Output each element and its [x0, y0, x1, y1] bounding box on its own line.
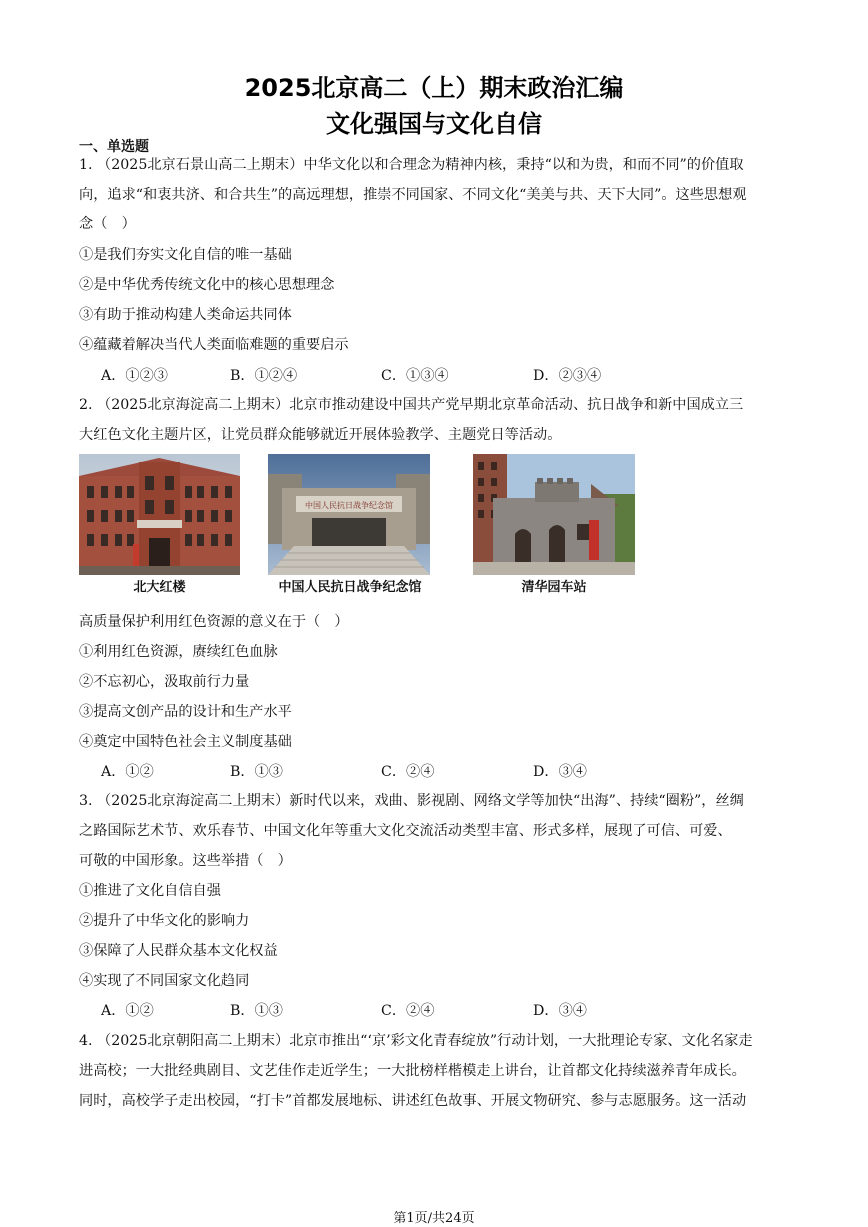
- q3-statement-1: ①推进了文化自信自强: [79, 883, 221, 899]
- section-heading: 一、单选题: [79, 139, 149, 155]
- q1-option-b[interactable]: B．①②④: [230, 368, 298, 384]
- caption-station: 清华园车站: [521, 580, 587, 595]
- q1-option-a[interactable]: A．①②③: [101, 368, 168, 384]
- q2-statement-4: ④奠定中国特色社会主义制度基础: [79, 734, 292, 750]
- q4-stem-line-3: 同时，高校学子走出校园，“打卡”首都发展地标、讲述红色故事、开展文物研究、参与志愿服务。这一活动: [79, 1093, 747, 1109]
- q4-stem-line-2: 进高校；一大批经典剧目、文艺佳作走近学生；一大批榜样楷模走上讲台，让首都文化持续滋养青年成长。: [79, 1063, 746, 1079]
- q1-statement-2: ②是中华优秀传统文化中的核心思想理念: [79, 277, 335, 293]
- q2-statement-1: ①利用红色资源，赓续红色血脉: [79, 644, 278, 660]
- page-footer: 第1页/共24页: [393, 1211, 475, 1226]
- q2-option-b[interactable]: B．①③: [230, 764, 283, 780]
- caption-memorial-hall: 中国人民抗日战争纪念馆: [278, 580, 422, 595]
- q1-statement-3: ③有助于推动构建人类命运共同体: [79, 307, 292, 323]
- photo-station: [473, 454, 635, 575]
- q3-option-c[interactable]: C．②④: [381, 1003, 435, 1019]
- q1-stem-line-3: 念（ ）: [79, 216, 136, 232]
- q1-stem-line-1: 1. （2025北京石景山高二上期末）中华文化以和合理念为精神内核，秉持“以和为贵，和而不同”的价值取: [79, 157, 744, 173]
- q3-statement-4: ④实现了不同国家文化趋同: [79, 973, 250, 989]
- q3-stem-line-1: 3. （2025北京海淀高二上期末）新时代以来，戏曲、影视剧、网络文学等加快“出海”、持续“圈粉”，丝绸: [79, 793, 744, 809]
- museum-sign-text: 中国人民抗日战争纪念馆: [305, 501, 393, 510]
- q3-option-a[interactable]: A．①②: [101, 1003, 154, 1019]
- document-title: 2025北京高二（上）期末政治汇编: [244, 74, 624, 102]
- q1-statement-1: ①是我们夯实文化自信的唯一基础: [79, 247, 292, 263]
- q4-stem-line-1: 4. （2025北京朝阳高二上期末）北京市推出“‘京’彩文化青春绽放”行动计划，一大批理论专家、文化名家走: [79, 1033, 753, 1049]
- q3-stem-line-2: 之路国际艺术节、欢乐春节、中国文化年等重大文化交流活动类型丰富、形式多样，展现了可信、可爱、: [79, 823, 732, 839]
- q2-stem-line-3: 高质量保护利用红色资源的意义在于（ ）: [79, 614, 349, 630]
- q2-option-c[interactable]: C．②④: [381, 764, 435, 780]
- q3-stem-line-3: 可敬的中国形象。这些举措（ ）: [79, 853, 292, 869]
- q3-option-d[interactable]: D．③④: [533, 1003, 587, 1019]
- q3-statement-3: ③保障了人民群众基本文化权益: [79, 943, 278, 959]
- q3-option-b[interactable]: B．①③: [230, 1003, 283, 1019]
- q2-stem-line-1: 2. （2025北京海淀高二上期末）北京市推动建设中国共产党早期北京革命活动、抗日战争和新中国成立三: [79, 397, 744, 413]
- q1-option-d[interactable]: D．②③④: [533, 368, 602, 384]
- photo-memorial-hall: [268, 454, 430, 575]
- photo-red-building: [79, 454, 240, 575]
- q3-statement-2: ②提升了中华文化的影响力: [79, 913, 250, 929]
- q2-option-d[interactable]: D．③④: [533, 764, 587, 780]
- caption-red-building: 北大红楼: [133, 580, 186, 595]
- q2-statement-3: ③提高文创产品的设计和生产水平: [79, 704, 292, 720]
- q2-stem-line-2: 大红色文化主题片区，让党员群众能够就近开展体验教学、主题党日等活动。: [79, 427, 562, 443]
- q2-option-a[interactable]: A．①②: [101, 764, 154, 780]
- q1-statement-4: ④蕴藏着解决当代人类面临难题的重要启示: [79, 337, 349, 353]
- q1-stem-line-2: 向，追求“和衷共济、和合共生”的高远理想，推崇不同国家、不同文化“美美与共、天下大同”。这些思想观: [79, 187, 747, 203]
- q2-statement-2: ②不忘初心，汲取前行力量: [79, 674, 250, 690]
- q1-option-c[interactable]: C．①③④: [381, 368, 449, 384]
- document-subtitle: 文化强国与文化自信: [326, 110, 542, 138]
